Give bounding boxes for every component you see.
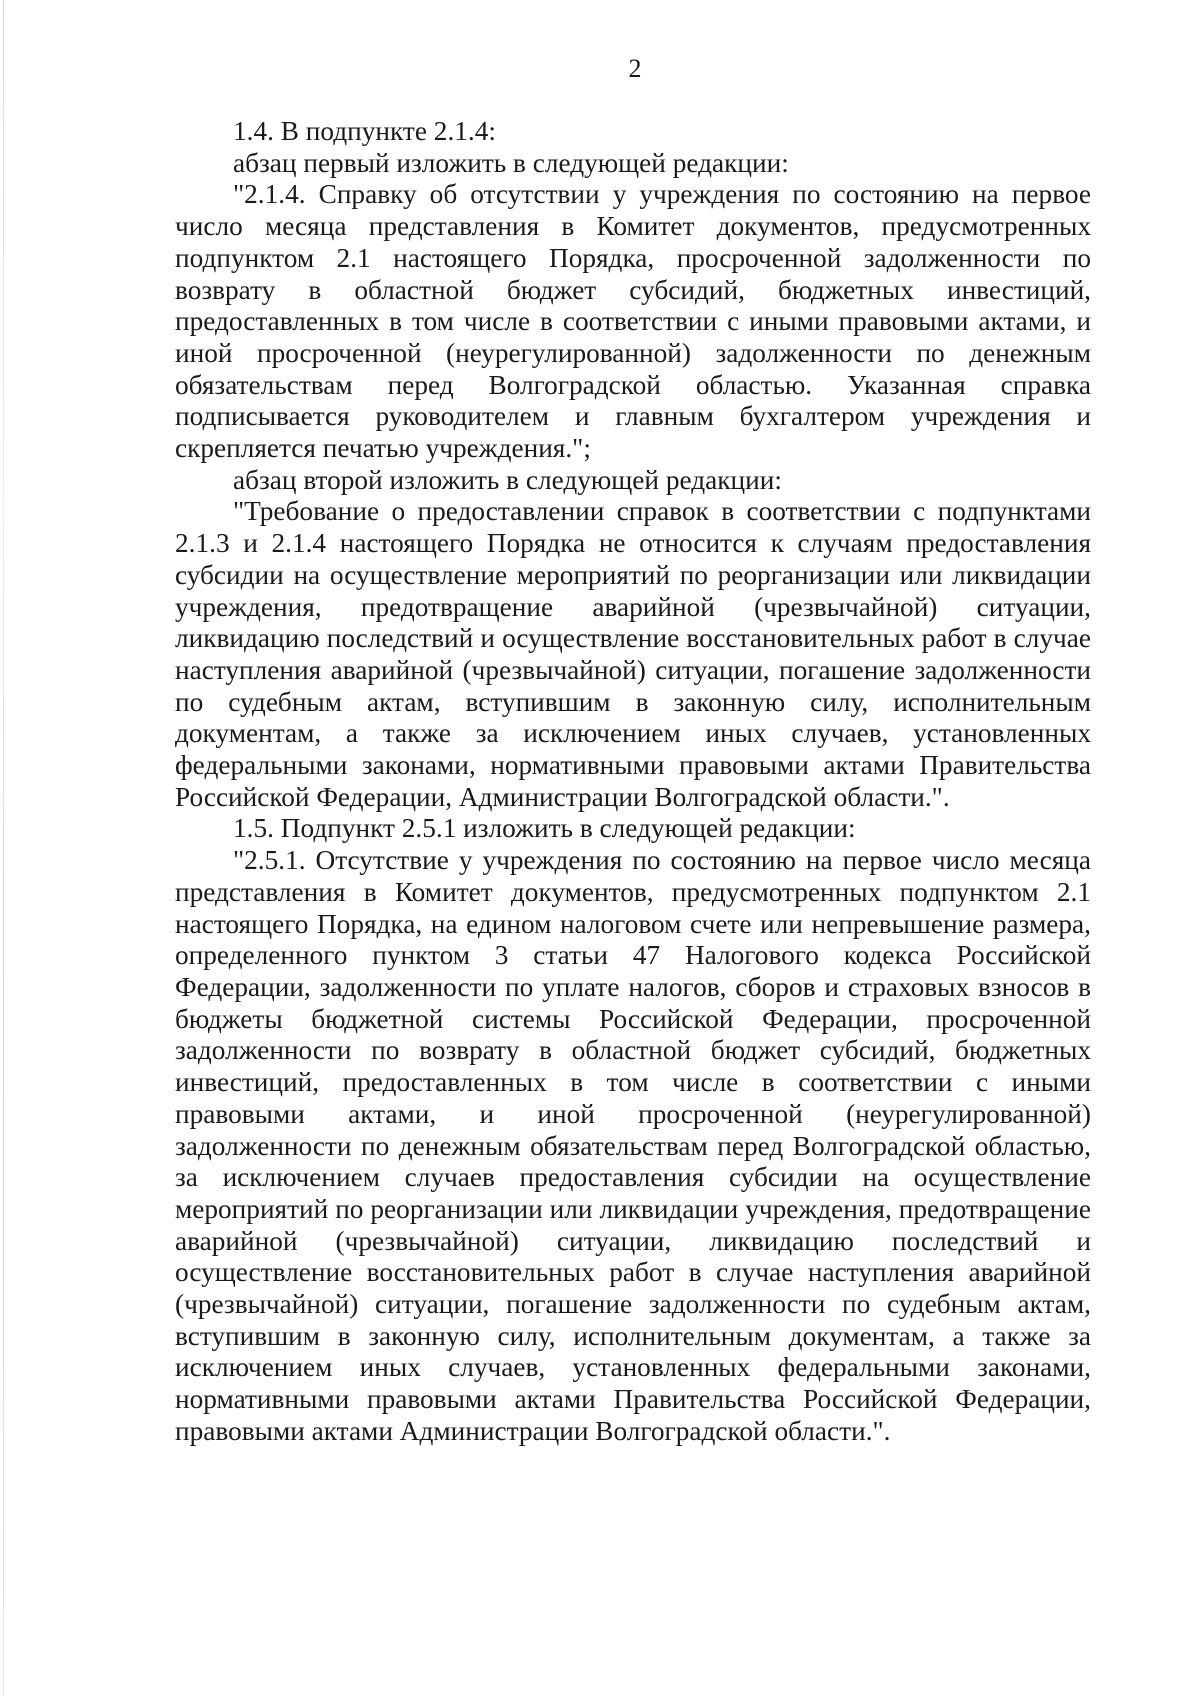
paragraph-2-1-4-text: "2.1.4. Справку об отсутствии у учреждения по состоянию на первое число месяца представления в Комитет документов, предусмотренных подпунктом 2.1 настоящего Порядка, просроченной задолженности по возврату в областной бюджет субсидий, бюджетных инвестиций, предоставленных в том числе в соответствии с иными правовыми актами, и иной просроченной (неурегулированной) задолженности по денежным обязательствам перед Волгоградской областью. Указанная справка подписывается руководителем и главным бухгалтером учреждения и скрепляется печатью учреждения.";	[175, 179, 1091, 464]
paragraph-1-5-heading: 1.5. Подпункт 2.5.1 изложить в следующей редакции:	[233, 813, 856, 844]
paragraph-requirement-text: "Требование о предоставлении справок в соответствии с подпунктами 2.1.3 и 2.1.4 настоящего Порядка не относится к случаям предоставления субсидии на осуществление мероприятий по реорганизации или ликвидации учреждения, предотвращение аварийной (чрезвычайной) ситуации, ликвидацию последствий и осуществление восстановительных работ в случае наступления аварийной (чрезвычайной) ситуации, погашение задолженности по судебным актам, вступившим в законную силу, исполнительным документам, а также за исключением иных случаев, установленных федеральными законами, нормативными правовыми актами Правительства Российской Федерации, Администрации Волгоградской области.".	[175, 496, 1091, 812]
paragraph-second-abzac-instruction: абзац второй изложить в следующей редакции:	[233, 464, 782, 495]
page-number: 2	[628, 54, 642, 83]
paragraph-first-abzac-instruction: абзац первый изложить в следующей редакции:	[233, 147, 789, 178]
paragraph-1-4-heading: 1.4. В подпункте 2.1.4:	[233, 116, 496, 146]
document-body	[175, 116, 1091, 1448]
scan-edge-line	[3, 0, 4, 1696]
paragraph-2-5-1-text: "2.5.1. Отсутствие у учреждения по состоянию на первое число месяца представления в Комитет документов, предусмотренных подпунктом 2.1 настоящего Порядка, на едином налоговом счете или непревышение размера, определенного пунктом 3 статьи 47 Налогового кодекса Российской Федерации, задолженности по уплате налогов, сборов и страховых взносов в бюджеты бюджетной системы Российской Федерации, просроченной задолженности по возврату в областной бюджет субсидий, бюджетных инвестиций, предоставленных в том числе в соответствии с иными правовыми актами, и иной просроченной (неурегулированной) задолженности по денежным обязательствам перед Волгоградской областью, за исключением случаев предоставления субсидии на осуществление мероприятий по реорганизации или ликвидации учреждения, предотвращение аварийной (чрезвычайной) ситуации, ликвидацию последствий и осуществление восстановительных работ в случае наступления аварийной (чрезвычайной) ситуации, погашение задолженности по судебным актам, вступившим в законную силу, исполнительным документам, а также за исключением иных случаев, установленных федеральными законами, нормативными правовыми актами Правительства Российской Федерации, правовыми актами Администрации Волгоградской области.".	[175, 845, 1091, 1446]
